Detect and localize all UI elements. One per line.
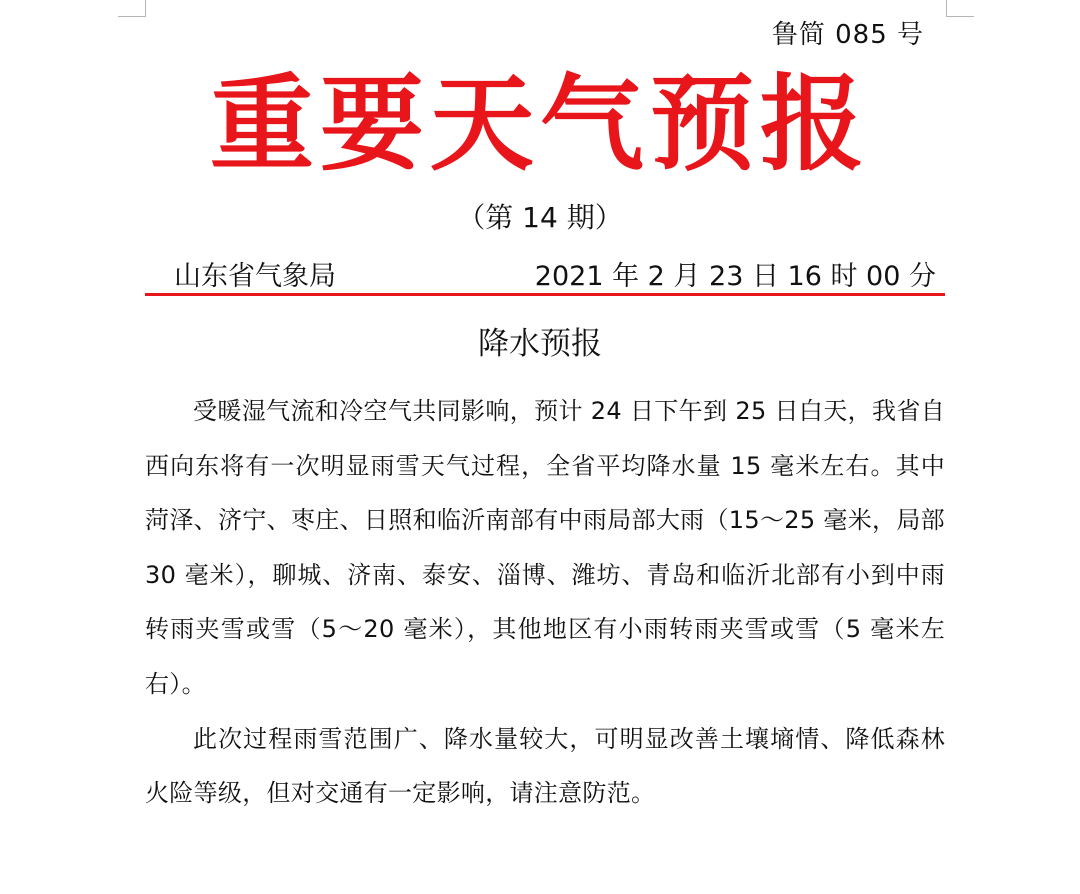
issuing-agency: 山东省气象局 xyxy=(174,261,336,292)
crop-mark-left-horizontal xyxy=(118,16,146,17)
crop-mark-right-horizontal xyxy=(946,16,974,17)
forecast-body xyxy=(145,384,945,821)
page-title: 重要天气预报 xyxy=(209,63,870,185)
header-divider xyxy=(145,293,945,296)
forecast-paragraph-2: 此次过程雨雪范围广、降水量较大，可明显改善土壤墒情、降低森林火险等级，但对交通有一定影响，请注意防范。 xyxy=(145,724,945,808)
crop-mark-right-vertical xyxy=(946,0,947,16)
section-heading: 降水预报 xyxy=(478,326,602,362)
crop-mark-left-vertical xyxy=(145,0,146,16)
forecast-paragraph-1: 受暖湿气流和冷空气共同影响，预计 24 日下午到 25 日白天，我省自西向东将有一次明显雨雪天气过程，全省平均降水量 15 毫米左右。其中菏泽、济宁、枣庄、日照和临沂南部有中雨局部大雨（15～25 毫米，局部 30 毫米），聊城、济南、泰安、淄博、潍坊、青岛和临沂北部有小到中雨转雨夹雪或雪（5～20 毫米），其他地区有小雨转雨夹雪或雪（5 毫米左右）。 xyxy=(145,397,945,698)
issue-timestamp: 2021 年 2 月 23 日 16 时 00 分 xyxy=(534,261,936,292)
document-number: 鲁简 085 号 xyxy=(771,20,924,50)
issue-number: （第 14 期） xyxy=(457,201,623,234)
